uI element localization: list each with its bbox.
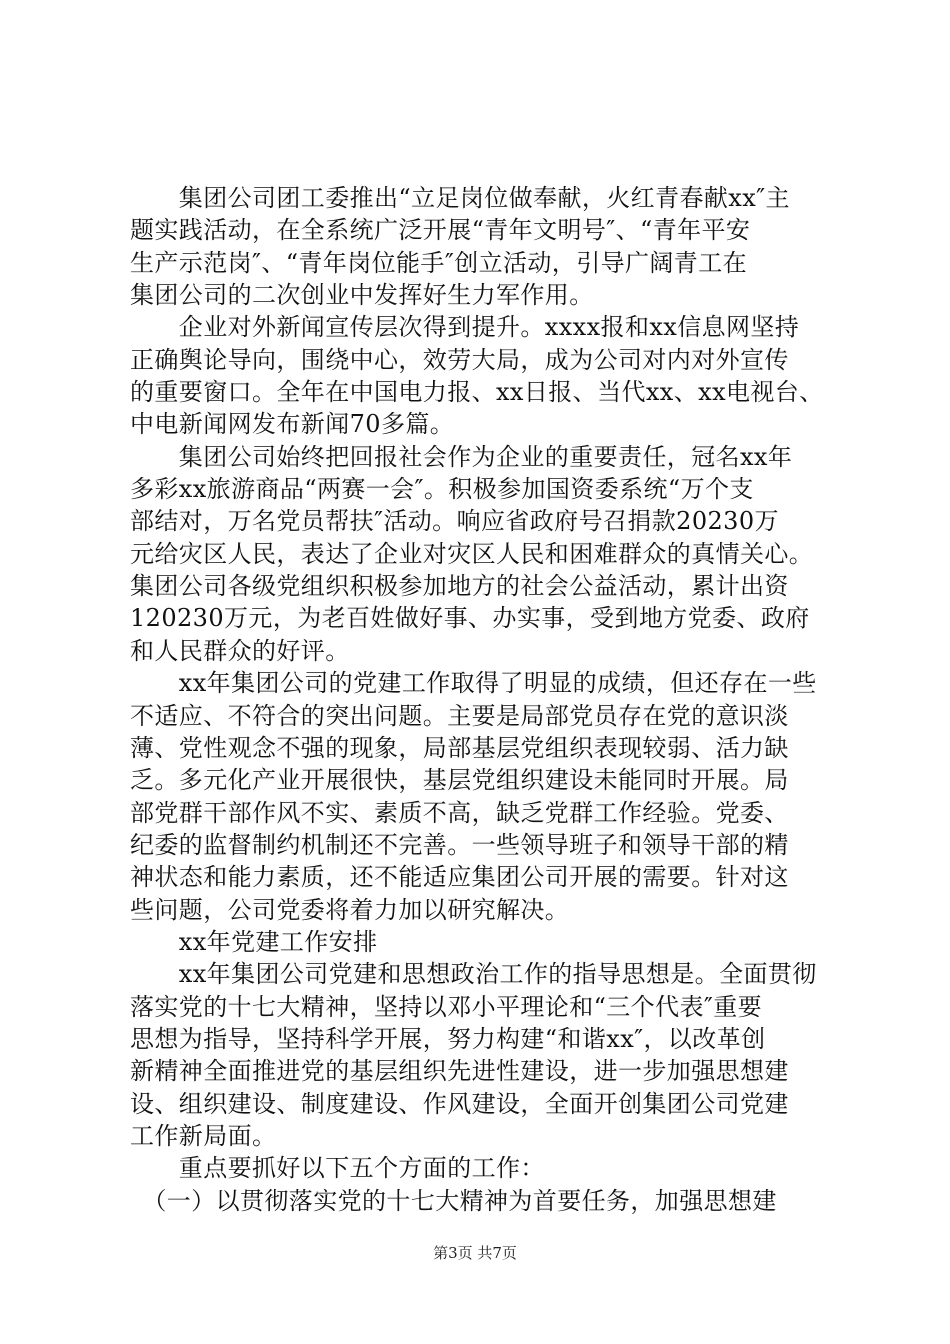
text-line: 企业对外新闻宣传层次得到提升。xxxx报和xx信息网坚持	[130, 313, 800, 342]
text-line: 思想为指导，坚持科学开展，努力构建“和谐xx″，以改革创	[130, 1024, 766, 1053]
text-line: （一）以贯彻落实党的十七大精神为首要任务，加强思想建	[130, 1186, 777, 1215]
text-line: 不适应、不符合的突出问题。主要是局部党员存在党的意识淡	[130, 701, 789, 730]
text-line: 集团公司各级党组织积极参加地方的社会公益活动，累计出资	[130, 572, 789, 601]
section-heading: xx年党建工作安排	[130, 927, 378, 956]
text-line: 生产示范岗″、“青年岗位能手″创立活动，引导广阔青工在	[130, 248, 747, 277]
text-line: xx年集团公司党建和思想政治工作的指导思想是。全面贯彻	[130, 960, 817, 989]
text-line: 重点要抓好以下五个方面的工作：	[130, 1154, 545, 1183]
text-line: 正确舆论导向，围绕中心，效劳大局，成为公司对内对外宣传	[130, 345, 789, 374]
text-line: 的重要窗口。全年在中国电力报、xx日报、当代xx、xx电视台、	[130, 378, 824, 407]
text-line: 集团公司团工委推出“立足岗位做奉献，火红青春献xx″主	[130, 184, 790, 212]
text-line: 新精神全面推进党的基层组织先进性建设，进一步加强思想建	[130, 1057, 789, 1086]
text-line: 题实践活动，在全系统广泛开展“青年文明号″、“青年平安	[130, 216, 751, 245]
text-line: 工作新局面。	[130, 1121, 277, 1150]
text-line: 些问题，公司党委将着力加以研究解决。	[130, 895, 570, 924]
text-line: xx年集团公司的党建工作取得了明显的成绩，但还存在一些	[130, 669, 817, 698]
text-line: 多彩xx旅游商品“两赛一会″。积极参加国资委系统“万个支	[130, 475, 754, 504]
text-line: 纪委的监督制约机制还不完善。一些领导班子和领导干部的精	[130, 830, 789, 859]
text-line: 部结对，万名党员帮扶″活动。响应省政府号召捐款20230万	[130, 507, 779, 536]
text-line: 设、组织建设、制度建设、作风建设，全面开创集团公司党建	[130, 1089, 789, 1118]
text-line: 部党群干部作风不实、素质不高，缺乏党群工作经验。党委、	[130, 798, 789, 827]
text-line: 和人民群众的好评。	[130, 636, 350, 665]
text-line: 中电新闻网发布新闻70多篇。	[130, 410, 455, 439]
text-line: 元给灾区人民，表达了企业对灾区人民和困难群众的真情关心。	[130, 539, 814, 568]
text-line: 神状态和能力素质，还不能适应集团公司开展的需要。针对这	[130, 863, 789, 892]
document-body	[130, 182, 830, 1217]
text-line: 120230万元，为老百姓做好事、办实事，受到地方党委、政府	[130, 604, 810, 633]
text-line: 集团公司始终把回报社会作为企业的重要责任，冠名xx年	[130, 442, 793, 471]
text-line: 乏。多元化产业开展很快，基层党组织建设未能同时开展。局	[130, 766, 789, 795]
text-line: 落实党的十七大精神，坚持以邓小平理论和“三个代表″重要	[130, 992, 763, 1021]
text-line: 集团公司的二次创业中发挥好生力军作用。	[130, 281, 594, 310]
page-number-footer: 第3页 共7页	[433, 1244, 517, 1262]
text-line: 薄、党性观念不强的现象，局部基层党组织表现较弱、活力缺	[130, 733, 789, 762]
